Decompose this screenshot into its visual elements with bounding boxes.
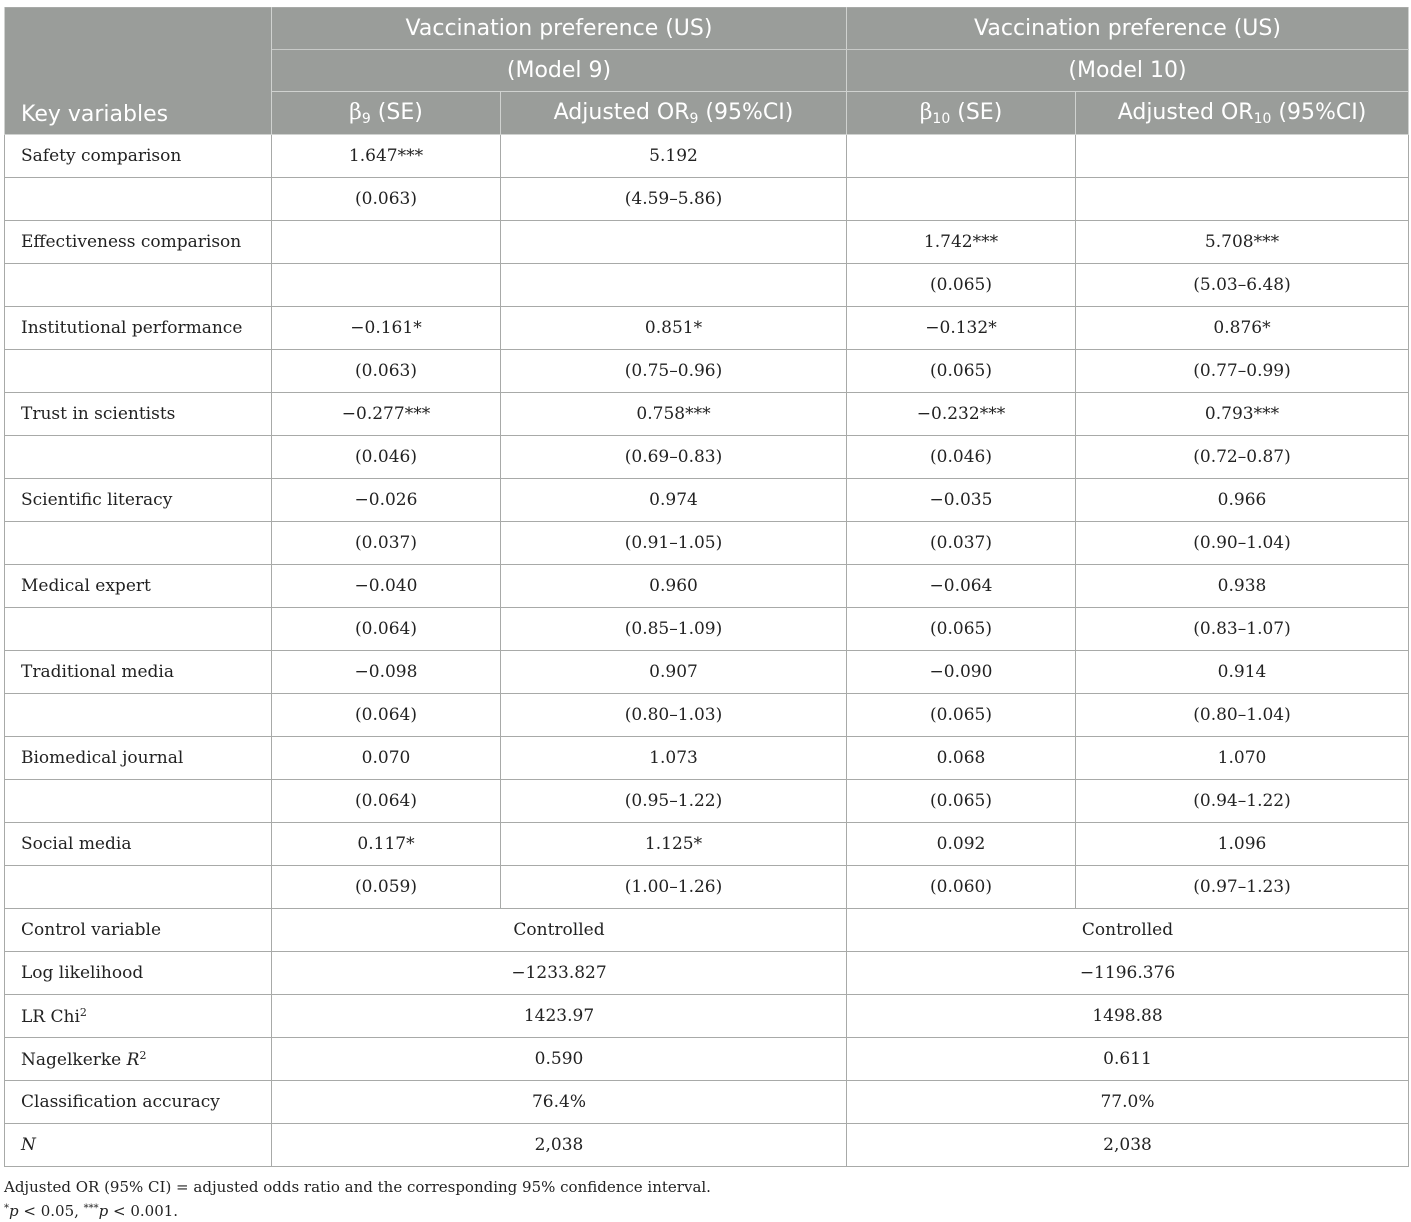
cell-beta10: 0.092 (847, 823, 1076, 866)
cell-or9: 0.851* (501, 307, 847, 350)
cell-beta9: −0.040 (272, 565, 501, 608)
summary-row-lr-chi2 (5, 995, 1409, 1038)
footnote-significance: *p < 0.05, ***p < 0.001. (4, 1202, 179, 1220)
regression-table (4, 7, 1409, 1167)
cell-or10: (0.77–0.99) (1076, 350, 1409, 393)
row-label: N (5, 1124, 272, 1167)
cell-model10: Controlled (847, 909, 1409, 952)
row-label: Classification accuracy (5, 1081, 272, 1124)
cell-or10: 0.793*** (1076, 393, 1409, 436)
cell-beta10: (0.065) (847, 780, 1076, 823)
row-label (5, 866, 272, 909)
cell-or9 (501, 264, 847, 307)
row-label (5, 350, 272, 393)
cell-beta9: −0.026 (272, 479, 501, 522)
cell-or10: 0.938 (1076, 565, 1409, 608)
row-label: Scientific literacy (5, 479, 272, 522)
cell-beta10: (0.046) (847, 436, 1076, 479)
cell-beta9: (0.064) (272, 780, 501, 823)
cell-or10 (1076, 178, 1409, 221)
cell-or9: (1.00–1.26) (501, 866, 847, 909)
row-label: Effectiveness comparison (5, 221, 272, 264)
cell-or9: 5.192 (501, 135, 847, 178)
cell-beta10: −0.035 (847, 479, 1076, 522)
cell-beta10: −0.232*** (847, 393, 1076, 436)
cell-model9: 2,038 (272, 1124, 847, 1167)
cell-or10: (0.83–1.07) (1076, 608, 1409, 651)
table-row (5, 565, 1409, 608)
cell-beta10 (847, 178, 1076, 221)
cell-or10: 1.070 (1076, 737, 1409, 780)
table-row (5, 608, 1409, 651)
row-label: Safety comparison (5, 135, 272, 178)
row-label: Social media (5, 823, 272, 866)
summary-row-log-likelihood (5, 952, 1409, 995)
cell-or10: 5.708*** (1076, 221, 1409, 264)
cell-or10: (5.03–6.48) (1076, 264, 1409, 307)
header-or9: Adjusted $OR_9$ (95%CI) (501, 92, 847, 135)
header-model10-title: Vaccination preference (US) (847, 8, 1409, 50)
cell-or9: (0.80–1.03) (501, 694, 847, 737)
cell-beta9 (272, 221, 501, 264)
row-label: Traditional media (5, 651, 272, 694)
table-row (5, 264, 1409, 307)
cell-beta9 (272, 264, 501, 307)
table-row (5, 479, 1409, 522)
row-label: Trust in scientists (5, 393, 272, 436)
row-label: Control variable (5, 909, 272, 952)
cell-or9: (0.95–1.22) (501, 780, 847, 823)
row-label: LR Chi$^2$ (5, 995, 272, 1038)
summary-row-nagelkerke (5, 1038, 1409, 1081)
cell-model10: 1498.88 (847, 995, 1409, 1038)
cell-beta9: (0.046) (272, 436, 501, 479)
header-model10-label: (Model 10) (847, 50, 1409, 92)
cell-or9: 1.073 (501, 737, 847, 780)
row-label (5, 264, 272, 307)
cell-or10 (1076, 135, 1409, 178)
header-model9-label: (Model 9) (272, 50, 847, 92)
cell-model10: 2,038 (847, 1124, 1409, 1167)
cell-or9: (0.85–1.09) (501, 608, 847, 651)
cell-or10: 0.876* (1076, 307, 1409, 350)
row-label (5, 178, 272, 221)
row-label (5, 694, 272, 737)
table-row (5, 221, 1409, 264)
cell-or9: 0.974 (501, 479, 847, 522)
cell-beta10: −0.132* (847, 307, 1076, 350)
cell-or9: 0.907 (501, 651, 847, 694)
table-row (5, 823, 1409, 866)
row-label (5, 780, 272, 823)
cell-beta9: 0.070 (272, 737, 501, 780)
row-label: Nagelkerke $R^2$ (5, 1038, 272, 1081)
header-beta10: $\beta_{10}$ (SE) (847, 92, 1076, 135)
cell-or10: 0.966 (1076, 479, 1409, 522)
cell-model9: 0.590 (272, 1038, 847, 1081)
table-row (5, 178, 1409, 221)
table-container (4, 7, 1408, 1222)
cell-or9: 0.960 (501, 565, 847, 608)
cell-beta9: (0.063) (272, 178, 501, 221)
cell-model10: 0.611 (847, 1038, 1409, 1081)
cell-beta10: −0.090 (847, 651, 1076, 694)
table-row (5, 780, 1409, 823)
cell-model9: −1233.827 (272, 952, 847, 995)
cell-beta9: 1.647*** (272, 135, 501, 178)
cell-or10: (0.97–1.23) (1076, 866, 1409, 909)
cell-or9: (0.69–0.83) (501, 436, 847, 479)
cell-beta10: 0.068 (847, 737, 1076, 780)
table-row (5, 522, 1409, 565)
cell-beta9: −0.277*** (272, 393, 501, 436)
cell-model9: 1423.97 (272, 995, 847, 1038)
table-body (5, 135, 1409, 1167)
cell-or10: (0.72–0.87) (1076, 436, 1409, 479)
row-label: Institutional performance (5, 307, 272, 350)
table-row (5, 737, 1409, 780)
cell-beta9: (0.064) (272, 694, 501, 737)
cell-or10: 0.914 (1076, 651, 1409, 694)
footnote-abbreviation: Adjusted OR (95% CI) = adjusted odds ratio and the corresponding 95% confidence interval. (4, 1178, 711, 1196)
cell-beta9: (0.063) (272, 350, 501, 393)
cell-model10: −1196.376 (847, 952, 1409, 995)
cell-beta10: −0.064 (847, 565, 1076, 608)
cell-model9: 76.4% (272, 1081, 847, 1124)
cell-beta9: (0.059) (272, 866, 501, 909)
cell-or9: (4.59–5.86) (501, 178, 847, 221)
cell-beta9: (0.064) (272, 608, 501, 651)
cell-beta9: 0.117* (272, 823, 501, 866)
cell-beta10: (0.060) (847, 866, 1076, 909)
cell-beta9: −0.098 (272, 651, 501, 694)
cell-or9 (501, 221, 847, 264)
table-row (5, 866, 1409, 909)
cell-beta10 (847, 135, 1076, 178)
row-label (5, 522, 272, 565)
cell-beta9: (0.037) (272, 522, 501, 565)
cell-beta10: (0.065) (847, 350, 1076, 393)
cell-or10: 1.096 (1076, 823, 1409, 866)
header-or10: Adjusted $OR_{10}$ (95%CI) (1076, 92, 1409, 135)
cell-beta10: 1.742*** (847, 221, 1076, 264)
cell-beta10: (0.065) (847, 608, 1076, 651)
summary-row-n (5, 1124, 1409, 1167)
table-row (5, 350, 1409, 393)
cell-or9: 0.758*** (501, 393, 847, 436)
row-label (5, 608, 272, 651)
header-model9-title: Vaccination preference (US) (272, 8, 847, 50)
cell-or10: (0.80–1.04) (1076, 694, 1409, 737)
cell-or10: (0.90–1.04) (1076, 522, 1409, 565)
header-beta9: $\beta_9$ (SE) (272, 92, 501, 135)
cell-beta10: (0.065) (847, 694, 1076, 737)
table-row (5, 135, 1409, 178)
row-label (5, 436, 272, 479)
cell-model9: Controlled (272, 909, 847, 952)
cell-beta10: (0.037) (847, 522, 1076, 565)
cell-or9: (0.91–1.05) (501, 522, 847, 565)
cell-or9: (0.75–0.96) (501, 350, 847, 393)
table-row (5, 694, 1409, 737)
table-row (5, 393, 1409, 436)
row-label: Biomedical journal (5, 737, 272, 780)
table-row (5, 651, 1409, 694)
table-row (5, 307, 1409, 350)
row-label: Log likelihood (5, 952, 272, 995)
table-header (5, 8, 1409, 135)
table-footnotes (4, 1176, 1408, 1222)
cell-beta10: (0.065) (847, 264, 1076, 307)
cell-beta9: −0.161* (272, 307, 501, 350)
cell-or9: 1.125* (501, 823, 847, 866)
cell-or10: (0.94–1.22) (1076, 780, 1409, 823)
summary-row-classification (5, 1081, 1409, 1124)
table-row (5, 436, 1409, 479)
summary-row-control (5, 909, 1409, 952)
row-label: Medical expert (5, 565, 272, 608)
header-key-variables: Key variables (5, 8, 272, 135)
cell-model10: 77.0% (847, 1081, 1409, 1124)
